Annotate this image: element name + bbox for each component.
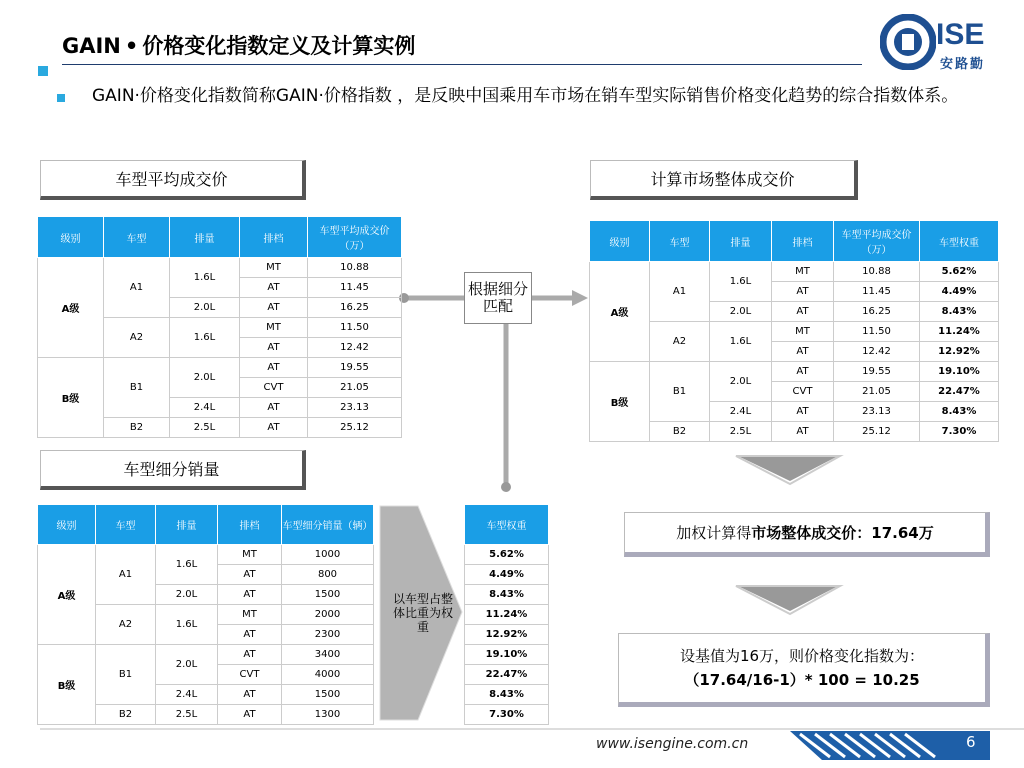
col-header-displacement: 排量	[156, 505, 218, 545]
table-row: AT 11.45	[38, 278, 402, 298]
col-header-weight: 车型权重	[920, 221, 999, 262]
table-row: 7.30%	[465, 705, 549, 725]
section-sales: 车型细分销量	[40, 450, 306, 490]
table-row: AT 11.45 4.49%	[590, 282, 999, 302]
table-row: B级 B1 2.0L AT 19.55	[38, 358, 402, 378]
table-row: 5.62%	[465, 545, 549, 565]
table-row: 4.49%	[465, 565, 549, 585]
table-row: AT 2300	[38, 625, 374, 645]
logo-text: ISE	[936, 18, 985, 51]
table-row: AT 12.42 12.92%	[590, 342, 999, 362]
sales-table	[37, 504, 374, 725]
table-row: CVT 21.05	[38, 378, 402, 398]
col-header-displacement: 排量	[710, 221, 772, 262]
logo-subtext: 安路勤	[940, 57, 986, 72]
col-header-model: 车型	[104, 217, 170, 258]
table-row: B2 2.5L AT 25.12 7.30%	[590, 422, 999, 442]
table-row: CVT 21.05 22.47%	[590, 382, 999, 402]
section-avg-price: 车型平均成交价	[40, 160, 306, 200]
table-row: 11.24%	[465, 605, 549, 625]
result-market-price: 加权计算得 市场整体成交价：17.64万	[624, 512, 990, 557]
table-row: 12.92%	[465, 625, 549, 645]
col-header-model: 车型	[96, 505, 156, 545]
table-row: 2.0L AT 1500	[38, 585, 374, 605]
table-row: 2.4L AT 1500	[38, 685, 374, 705]
table-row: A2 1.6L MT 11.50	[38, 318, 402, 338]
table-row: CVT 4000	[38, 665, 374, 685]
col-header-avg-price: 车型平均成交价（万）	[308, 217, 402, 258]
col-header-avg-price: 车型平均成交价（万）	[834, 221, 920, 262]
table-row: 22.47%	[465, 665, 549, 685]
col-header-grade: 级别	[590, 221, 650, 262]
table-row: 2.4L AT 23.13	[38, 398, 402, 418]
table-row: B2 2.5L AT 25.12	[38, 418, 402, 438]
table-row: 19.10%	[465, 645, 549, 665]
table-row: AT 800	[38, 565, 374, 585]
table-row: B2 2.5L AT 1300	[38, 705, 374, 725]
col-header-weight: 车型权重	[465, 505, 549, 545]
table-row: A2 1.6L MT 2000	[38, 605, 374, 625]
match-label: 根据细分匹配	[464, 272, 532, 324]
table-row: 2.0L AT 16.25	[38, 298, 402, 318]
weight-arrow-label: 以车型占整体比重为权重	[392, 592, 453, 634]
market-price-table	[589, 220, 999, 442]
col-header-transmission: 排档	[218, 505, 282, 545]
weight-table	[464, 504, 549, 725]
table-row: B级 B1 2.0L AT 19.55 19.10%	[590, 362, 999, 382]
col-header-model: 车型	[650, 221, 710, 262]
table-row: 2.0L AT 16.25 8.43%	[590, 302, 999, 322]
avg-price-table	[37, 216, 402, 438]
table-row: 8.43%	[465, 585, 549, 605]
page-number: 6	[966, 733, 976, 751]
intro-text: GAIN·价格变化指数简称GAIN·价格指数 ，是反映中国乘用车市场在销车型实际销售价格变化趋势的综合指数体系。	[92, 86, 959, 106]
table-row: A级 A1 1.6L MT 10.88	[38, 258, 402, 278]
table-row: AT 12.42	[38, 338, 402, 358]
footer-url[interactable]: www.isengine.com.cn	[596, 736, 749, 752]
table-row: 8.43%	[465, 685, 549, 705]
section-market-price: 计算市场整体成交价	[590, 160, 858, 200]
col-header-displacement: 排量	[170, 217, 240, 258]
result-index: 设基值为16万，则价格变化指数为： （17.64/16-1）* 100 = 10.25	[618, 633, 990, 707]
col-header-sales: 车型细分销量（辆）	[282, 505, 374, 545]
table-row: B级 B1 2.0L AT 3400	[38, 645, 374, 665]
page-title: GAIN • 价格变化指数定义及计算实例	[62, 34, 416, 58]
col-header-transmission: 排档	[772, 221, 834, 262]
col-header-grade: 级别	[38, 505, 96, 545]
table-row: 2.4L AT 23.13 8.43%	[590, 402, 999, 422]
col-header-grade: 级别	[38, 217, 104, 258]
table-row: A2 1.6L MT 11.50 11.24%	[590, 322, 999, 342]
col-header-transmission: 排档	[240, 217, 308, 258]
table-row: A级 A1 1.6L MT 1000	[38, 545, 374, 565]
table-row: A级 A1 1.6L MT 10.88 5.62%	[590, 262, 999, 282]
